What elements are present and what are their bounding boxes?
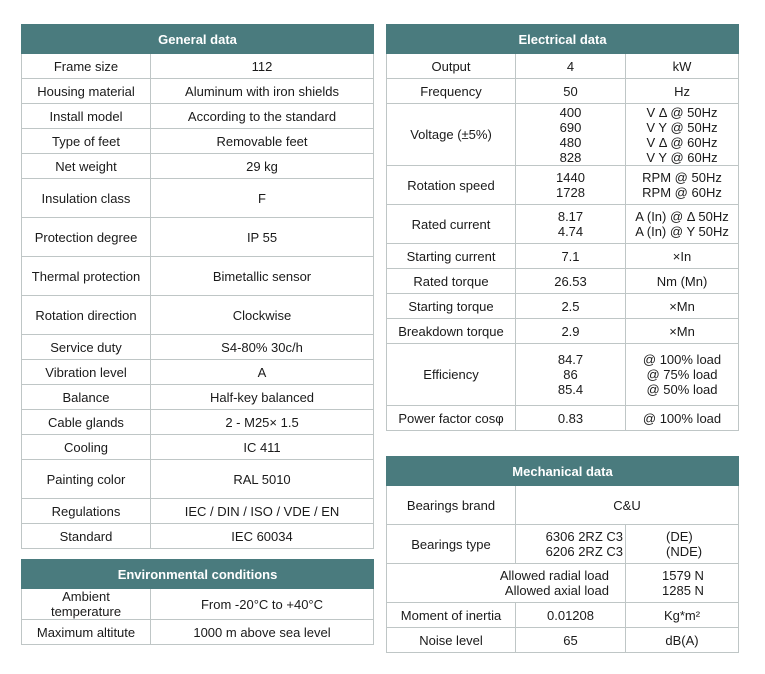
table-row: [22, 589, 374, 620]
frame-size-label: Frame size: [22, 54, 151, 79]
allowed-loads-values: [626, 564, 739, 603]
voltage-5-unit: V Y @ 50Hz: [646, 119, 718, 135]
table-row: [387, 525, 739, 564]
starting-current-units: [626, 244, 739, 269]
rotation-speed-unit: RPM @ 50Hz: [642, 170, 722, 185]
cable-glands-value: 2 - M25× 1.5: [151, 410, 374, 435]
service-duty-label: Service duty: [22, 335, 151, 360]
frequency-value: 50: [563, 83, 578, 99]
efficiency-values: [516, 344, 626, 406]
housing-material-label: Housing material: [22, 79, 151, 104]
general-data-table: [21, 24, 374, 549]
output-values: [516, 54, 626, 79]
bearing-de-unit: (DE): [666, 529, 693, 544]
frame-size-value: 112: [151, 54, 374, 79]
net-weight-value: 29 kg: [151, 154, 374, 179]
table-row: [22, 620, 374, 645]
regulations-value: IEC / DIN / ISO / VDE / EN: [151, 499, 374, 524]
table-row: [387, 269, 739, 294]
rated-current-values: [516, 205, 626, 244]
table-row: [387, 79, 739, 104]
power-factor-cos-value: 0.83: [557, 410, 584, 426]
rotation-speed-unit: RPM @ 60Hz: [642, 185, 722, 200]
allowed-axial-load-label: Allowed axial load: [504, 583, 609, 598]
maximum-altitute-value: 1000 m above sea level: [151, 620, 374, 645]
breakdown-torque-units: [626, 319, 739, 344]
output-unit: kW: [672, 58, 692, 74]
install-model-value: According to the standard: [151, 104, 374, 129]
frequency-label: Frequency: [387, 79, 516, 104]
table-row: [387, 54, 739, 79]
table-row: [22, 154, 374, 179]
bearings-type-label: Bearings type: [387, 525, 516, 564]
efficiency-unit: @ 50% load: [646, 382, 718, 397]
voltage-5-value: 828: [559, 149, 582, 165]
insulation-class-label: Insulation class: [22, 179, 151, 218]
vibration-level-value: A: [151, 360, 374, 385]
bearing-nde-unit: (NDE): [666, 544, 703, 559]
table-row: [22, 296, 374, 335]
starting-torque-value: 2.5: [561, 298, 580, 314]
voltage-5-unit: V Y @ 60Hz: [646, 149, 718, 165]
rotation-direction-label: Rotation direction: [22, 296, 151, 335]
install-model-label: Install model: [22, 104, 151, 129]
power-factor-cos-values: [516, 406, 626, 431]
bearings-type-values: [516, 525, 626, 564]
standard-label: Standard: [22, 524, 151, 549]
service-duty-value: S4-80% 30c/h: [151, 335, 374, 360]
insulation-class-value: F: [151, 179, 374, 218]
voltage-5-units: [626, 104, 739, 166]
bearings-type-units: [626, 525, 739, 564]
table-row: [22, 460, 374, 499]
voltage-5-unit: V Δ @ 50Hz: [646, 104, 718, 120]
housing-material-value: Aluminum with iron shields: [151, 79, 374, 104]
rated-current-unit: A (In) @ Y 50Hz: [635, 224, 729, 239]
balance-value: Half-key balanced: [151, 385, 374, 410]
efficiency-value: 84.7: [557, 352, 584, 367]
starting-current-label: Starting current: [387, 244, 516, 269]
painting-color-value: RAL 5010: [151, 460, 374, 499]
table-row: [22, 104, 374, 129]
rotation-speed-value: 1728: [556, 185, 585, 200]
breakdown-torque-value: 2.9: [561, 323, 580, 339]
frequency-values: [516, 79, 626, 104]
power-factor-cos-units: [626, 406, 739, 431]
cable-glands-label: Cable glands: [22, 410, 151, 435]
type-of-feet-value: Removable feet: [151, 129, 374, 154]
rotation-direction-value: Clockwise: [151, 296, 374, 335]
table-row: [22, 79, 374, 104]
noise-level-unit: dB(A): [626, 628, 739, 653]
bearing-nde-value: 6206 2RZ C3: [545, 544, 623, 559]
ambient-temperature-value: From -20°C to +40°C: [151, 589, 374, 620]
rated-torque-label: Rated torque: [387, 269, 516, 294]
breakdown-torque-label: Breakdown torque: [387, 319, 516, 344]
table-row: [22, 435, 374, 460]
rotation-speed-units: [626, 166, 739, 205]
general-data-title: General data: [22, 25, 374, 54]
breakdown-torque-unit: ×Mn: [669, 323, 695, 339]
allowed-loads-labels: [387, 564, 626, 603]
voltage-5-unit: V Δ @ 60Hz: [646, 134, 718, 150]
environmental-conditions-table: [21, 559, 374, 645]
starting-torque-unit: ×Mn: [669, 298, 695, 314]
frequency-unit: Hz: [674, 83, 690, 99]
cooling-label: Cooling: [22, 435, 151, 460]
standard-value: IEC 60034: [151, 524, 374, 549]
bearing-de-value: 6306 2RZ C3: [545, 529, 623, 544]
power-factor-cos-unit: @ 100% load: [642, 410, 722, 426]
starting-torque-label: Starting torque: [387, 294, 516, 319]
table-row: [22, 218, 374, 257]
ambient-temperature-label: Ambient temperature: [22, 589, 151, 620]
noise-level-value: 65: [516, 628, 626, 653]
moment-of-inertia-label: Moment of inertia: [387, 603, 516, 628]
frequency-units: [626, 79, 739, 104]
noise-level-label: Noise level: [387, 628, 516, 653]
table-row: [387, 244, 739, 269]
rotation-speed-values: [516, 166, 626, 205]
voltage-5-value: 400: [559, 104, 582, 120]
rated-current-unit: A (In) @ Δ 50Hz: [635, 209, 729, 224]
table-row: [387, 628, 739, 653]
table-row: [22, 410, 374, 435]
net-weight-label: Net weight: [22, 154, 151, 179]
table-row: [22, 54, 374, 79]
table-row: [387, 406, 739, 431]
efficiency-value: 86: [563, 367, 578, 382]
voltage-5-label: Voltage (±5%): [387, 104, 516, 166]
table-row: [22, 257, 374, 296]
power-factor-cos-label: Power factor cosφ: [387, 406, 516, 431]
breakdown-torque-values: [516, 319, 626, 344]
table-row: [387, 564, 739, 603]
efficiency-unit: @ 100% load: [642, 352, 722, 367]
output-value: 4: [566, 58, 575, 74]
voltage-5-value: 690: [559, 119, 582, 135]
rated-torque-units: [626, 269, 739, 294]
rated-torque-values: [516, 269, 626, 294]
balance-label: Balance: [22, 385, 151, 410]
mechanical-data-title: Mechanical data: [387, 457, 739, 486]
voltage-5-value: 480: [559, 134, 582, 150]
table-row: [22, 385, 374, 410]
type-of-feet-label: Type of feet: [22, 129, 151, 154]
cooling-value: IC 411: [151, 435, 374, 460]
table-row: [22, 335, 374, 360]
table-row: [387, 294, 739, 319]
table-row: [387, 603, 739, 628]
allowed-axial-load-value: 1285 N: [662, 583, 704, 598]
table-row: [22, 360, 374, 385]
thermal-protection-label: Thermal protection: [22, 257, 151, 296]
mechanical-data-table: [386, 456, 739, 653]
rated-current-value: 8.17: [557, 209, 584, 224]
moment-of-inertia-value: 0.01208: [516, 603, 626, 628]
allowed-radial-load-value: 1579 N: [662, 568, 704, 583]
starting-current-value: 7.1: [561, 248, 580, 264]
vibration-level-label: Vibration level: [22, 360, 151, 385]
environmental-conditions-title: Environmental conditions: [22, 560, 374, 589]
starting-current-unit: ×In: [672, 248, 692, 264]
electrical-data-table: [386, 24, 739, 431]
rated-current-label: Rated current: [387, 205, 516, 244]
protection-degree-value: IP 55: [151, 218, 374, 257]
table-row: [387, 166, 739, 205]
table-row: [387, 319, 739, 344]
regulations-label: Regulations: [22, 499, 151, 524]
protection-degree-label: Protection degree: [22, 218, 151, 257]
table-row: [22, 524, 374, 549]
electrical-data-title: Electrical data: [387, 25, 739, 54]
efficiency-unit: @ 75% load: [646, 367, 718, 382]
rated-torque-unit: Nm (Mn): [656, 273, 708, 289]
maximum-altitute-label: Maximum altitute: [22, 620, 151, 645]
output-units: [626, 54, 739, 79]
efficiency-value: 85.4: [557, 382, 584, 397]
rated-torque-value: 26.53: [554, 273, 587, 289]
table-row: [22, 499, 374, 524]
starting-torque-units: [626, 294, 739, 319]
efficiency-label: Efficiency: [387, 344, 516, 406]
rotation-speed-label: Rotation speed: [387, 166, 516, 205]
efficiency-units: [626, 344, 739, 406]
table-row: [387, 344, 739, 406]
allowed-radial-load-label: Allowed radial load: [499, 568, 609, 583]
table-row: [22, 129, 374, 154]
table-row: [22, 179, 374, 218]
table-row: [387, 104, 739, 166]
rated-current-units: [626, 205, 739, 244]
output-label: Output: [387, 54, 516, 79]
painting-color-label: Painting color: [22, 460, 151, 499]
bearings-brand-value: C&U: [516, 486, 739, 525]
rotation-speed-value: 1440: [556, 170, 585, 185]
voltage-5-values: [516, 104, 626, 166]
table-row: [387, 205, 739, 244]
bearings-brand-label: Bearings brand: [387, 486, 516, 525]
thermal-protection-value: Bimetallic sensor: [151, 257, 374, 296]
starting-current-values: [516, 244, 626, 269]
table-row: [387, 486, 739, 525]
moment-of-inertia-unit: Kg*m²: [626, 603, 739, 628]
starting-torque-values: [516, 294, 626, 319]
rated-current-value: 4.74: [557, 224, 584, 239]
